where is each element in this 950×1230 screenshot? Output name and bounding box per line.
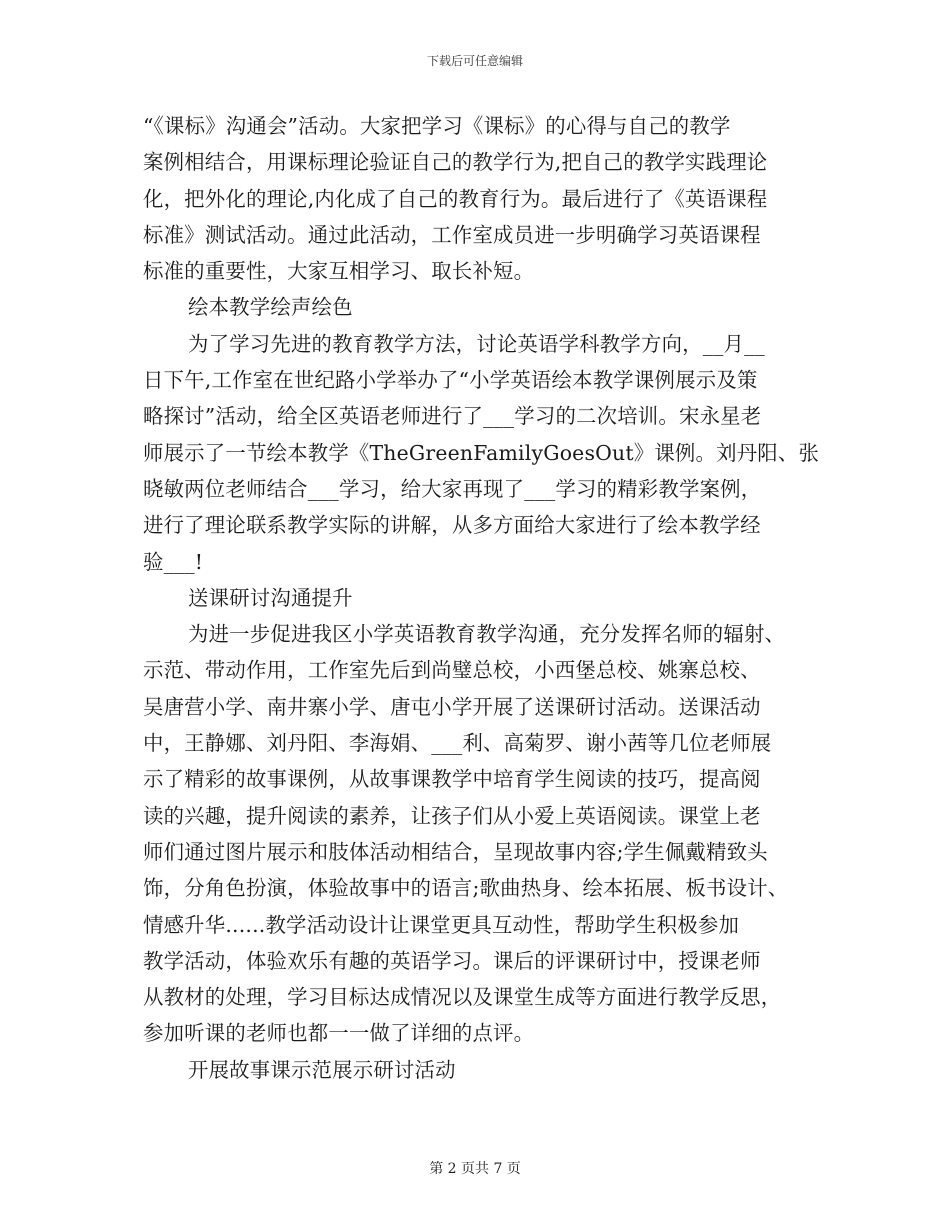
text-line: 进行了理论联系教学实际的讲解，从多方面给大家进行了绘本教学经 [143,513,761,538]
text-line: 情感升华......教学活动设计让课堂更具互动性，帮助学生积极参加 [143,912,740,937]
text-line: 吴唐营小学、南井寨小学、唐屯小学开展了送课研讨活动。送课活动 [143,694,761,719]
text-line: 师们通过图片展示和肢体活动相结合，呈现故事内容;学生佩戴精致头 [143,839,768,864]
text-line: 略探讨”活动，给全区英语老师进行了___学习的二次培训。宋永星老 [143,404,762,429]
text-line: 为进一步促进我区小学英语教育教学沟通，充分发挥名师的辐射、 [188,622,786,647]
text-line: 晓敏两位老师结合___学习，给大家再现了___学习的精彩教学案例， [143,476,762,501]
text-line: 示了精彩的故事课例，从故事课教学中培育学生阅读的技巧，提高阅 [143,767,761,792]
text-line: 日下午,工作室在世纪路小学举办了“小学英语绘本教学课例展示及策 [143,368,758,393]
text-line: 标准的重要性，大家互相学习、取长补短。 [143,259,535,284]
text-line: 中，王静娜、刘丹阳、李海娟、___利、高菊罗、谢小茜等几位老师展 [143,731,772,756]
text-line: 验___! [143,549,204,574]
text-line: 示范、带动作用，工作室先后到尚璧总校，小西堡总校、姚寨总校、 [143,658,761,683]
text-line: 读的兴趣，提升阅读的素养，让孩子们从小爱上英语阅读。课堂上老 [143,803,761,828]
text-line: 教学活动，体验欢乐有趣的英语学习。课后的评课研讨中，授课老师 [143,948,761,973]
text-line: 案例相结合，用课标理论验证自己的教学行为,把自己的教学实践理论 [143,150,768,175]
text-line: 师展示了一节绘本教学《TheGreenFamilyGoesOut》课例。刘丹阳、张 [143,440,820,465]
section-heading: 开展故事课示范展示研讨活动 [188,1057,456,1082]
text-line: 从教材的处理，学习目标达成情况以及课堂生成等方面进行教学反思， [143,985,782,1010]
section-heading: 送课研讨沟通提升 [188,585,353,610]
section-heading: 绘本教学绘声绘色 [188,295,353,320]
page-header-note: 下载后可任意编辑 [426,54,523,68]
text-line: 化，把外化的理论,内化成了自己的教育行为。最后进行了《英语课程 [143,186,768,211]
page-number: 第 2 页共 7 页 [429,1161,521,1177]
text-line: 标准》测试活动。通过此活动，工作室成员进一步明确学习英语课程 [143,222,761,247]
text-line: 饰，分角色扮演，体验故事中的语言;歌曲热身、绘本拓展、板书设计、 [143,876,789,901]
document-body [143,108,823,1088]
text-line: 参加听课的老师也都一一做了详细的点评。 [143,1021,535,1046]
text-line: “《课标》沟通会”活动。大家把学习《课标》的心得与自己的教学 [143,114,731,138]
text-line: 为了学习先进的教育教学方法，讨论英语学科教学方向，__月__ [188,331,765,356]
